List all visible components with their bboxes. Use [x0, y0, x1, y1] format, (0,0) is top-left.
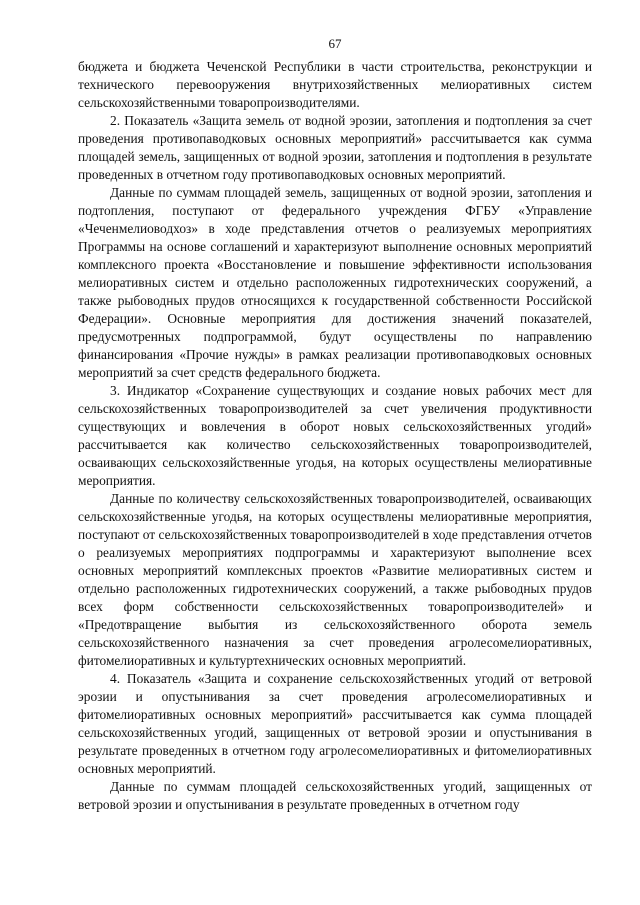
paragraph-2: 2. Показатель «Защита земель от водной эрозии, затопления и подтопления за счет проведения противопаводковых основных мероприятий» рассчитывается как сумма площадей земель, защищенных от водной эрозии, затопления и подтопления в результате проведенных в отчетном году противопаводковых основных мероприятий. [78, 113, 592, 182]
paragraph-4: 3. Индикатор «Сохранение существующих и создание новых рабочих мест для сельскохозяйственных товаропроизводителей за счет увеличения продуктивности существующих и вовлечения в оборот новых сельскохозяйственных угодий» рассчитывается как количество сельскохозяйственных товаропроизводителей, осваивающих сельскохозяйственные угодья, на которых осуществлены мелиоративные мероприятия. [78, 383, 592, 488]
paragraph-7: Данные по суммам площадей сельскохозяйственных угодий, защищенных от ветровой эрозии и опустынивания в результате проведенных в отчетном году [78, 779, 592, 812]
paragraph-6: 4. Показатель «Защита и сохранение сельскохозяйственных угодий от ветровой эрозии и опустынивания за счет проведения агролесомелиоративных и фитомелиоративных основных мероприятий» рассчитывается как сумма площадей сельскохозяйственных угодий, защищенных от ветровой эрозии и опустынивания в результате проведенных в отчетном году агролесомелиоративных и фитомелиоративных основных мероприятий. [78, 671, 592, 776]
paragraph-1: бюджета и бюджета Чеченской Республики в части строительства, реконструкции и технического перевооружения внутрихозяйственных мелиоративных систем сельскохозяйственными товаропроизводителями. [78, 59, 592, 110]
paragraph-5: Данные по количеству сельскохозяйственных товаропроизводителей, осваивающих сельскохозяйственные угодья, на которых осуществлены мелиоративные мероприятия, поступают от сельскохозяйственных товаропроизводителей в ходе представления отчетов о реализуемых мероприятиях подпрограммы и характеризуют выполнение всех основных мероприятий комплексных проектов «Развитие мелиоративных систем и отдельно расположенных гидротехнических сооружений, а также рыбоводных прудов всех форм собственности сельскохозяйственных товаропроизводителей» и «Предотвращение выбытия из сельскохозяйственного оборота земель сельскохозяйственного назначения за счет проведения агролесомелиоративных, фитомелиоративных и культуртехнических основных мероприятий. [78, 491, 592, 668]
document-body [78, 58, 592, 814]
page-number: 67 [328, 36, 342, 51]
paragraph-3: Данные по суммам площадей земель, защищенных от водной эрозии, затопления и подтопления, поступают от федерального учреждения ФГБУ «Управление «Чеченмелиоводхоз» в ходе представления отчетов о реализуемых мероприятиях Программы на основе соглашений и характеризуют выполнение основных мероприятий комплексного проекта «Восстановление и повышение эффективности использования мелиоративных систем и отдельно расположенных гидротехнических сооружений, а также рыбоводных прудов относящихся к государственной собственности Российской Федерации». Основные мероприятия для достижения значений показателей, предусмотренных подпрограммой, будут осуществлены по направлению финансирования «Прочие нужды» в рамках реализации противопаводковых основных мероприятий за счет средств федерального бюджета. [78, 185, 592, 380]
